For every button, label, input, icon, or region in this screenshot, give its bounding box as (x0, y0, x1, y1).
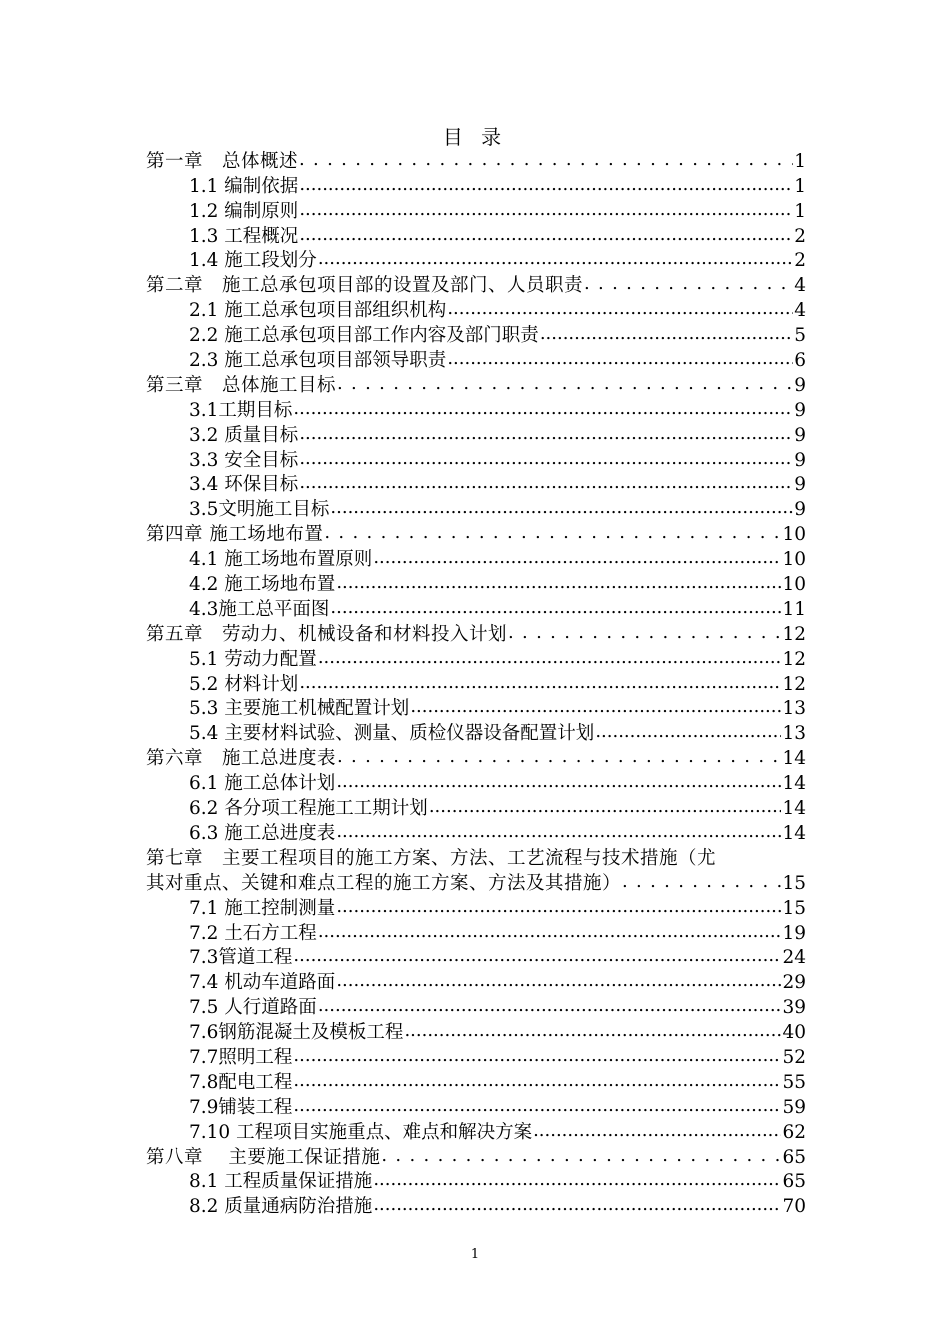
toc-dot-leader (299, 151, 793, 173)
toc-section-entry[interactable] (146, 173, 806, 198)
toc-section-entry[interactable] (146, 1044, 806, 1069)
toc-page-number: 39 (782, 997, 806, 1019)
toc-page-number: 4 (794, 300, 806, 322)
toc-section-entry[interactable] (146, 447, 806, 472)
toc-entry-label: 4.1 施工场地布置原则 (189, 549, 373, 571)
toc-entry-label: 2.2 施工总承包项目部工作内容及部门职责 (189, 325, 539, 347)
toc-section-entry[interactable] (146, 671, 806, 696)
toc-page-number: 10 (782, 574, 806, 596)
toc-entry-label: 8.1 工程质量保证措施 (189, 1171, 373, 1193)
toc-dot-leader (293, 947, 781, 969)
toc-page-number: 9 (794, 449, 806, 471)
toc-page-number: 15 (782, 872, 806, 894)
toc-entry-label: 第六章 施工总进度表 (146, 748, 337, 770)
toc-page-number: 13 (782, 723, 806, 745)
toc-section-entry[interactable] (146, 322, 806, 347)
toc-chapter-entry[interactable] (146, 621, 806, 646)
toc-entry-label: 7.6钢筋混凝土及模板工程 (189, 1022, 404, 1044)
toc-section-entry[interactable] (146, 422, 806, 447)
toc-dot-leader (429, 798, 782, 820)
toc-dot-leader (336, 773, 781, 795)
toc-page-number: 1 (794, 150, 806, 172)
toc-page-number: 14 (782, 773, 806, 795)
toc-page-number: 14 (782, 798, 806, 820)
toc-entry-label: 7.5 人行道路面 (189, 997, 317, 1019)
toc-chapter-entry[interactable] (146, 870, 806, 895)
toc-dot-leader (318, 923, 782, 945)
toc-page-number: 12 (782, 673, 806, 695)
toc-dot-leader (293, 1097, 781, 1119)
toc-chapter-entry[interactable] (146, 272, 806, 297)
toc-page-number: 13 (782, 698, 806, 720)
toc-entry-label: 7.4 机动车道路面 (189, 972, 336, 994)
toc-page-number: 19 (782, 922, 806, 944)
toc-entry-label: 4.2 施工场地布置 (189, 574, 336, 596)
toc-page-number: 15 (782, 897, 806, 919)
toc-entry-label: 1.3 工程概况 (189, 225, 299, 247)
toc-page-number: 59 (782, 1096, 806, 1118)
toc-entry-label: 1.2 编制原则 (189, 200, 299, 222)
toc-dot-leader (533, 1122, 781, 1144)
toc-entry-label: 5.2 材料计划 (189, 673, 299, 695)
toc-page-number: 12 (782, 623, 806, 645)
toc-entry-label: 1.4 施工段划分 (189, 250, 317, 272)
toc-chapter-entry[interactable] (146, 372, 806, 397)
toc-section-entry[interactable] (146, 720, 806, 745)
toc-entry-label: 第五章 劳动力、机械设备和材料投入计划 (146, 623, 508, 645)
toc-dot-leader (318, 250, 793, 272)
toc-entry-label: 5.3 主要施工机械配置计划 (189, 698, 410, 720)
page-number: 1 (470, 1247, 480, 1262)
toc-section-entry[interactable] (146, 770, 806, 795)
toc-page-number: 10 (782, 549, 806, 571)
toc-page-number: 12 (782, 648, 806, 670)
toc-page-number: 29 (782, 972, 806, 994)
toc-dot-leader (404, 1022, 781, 1044)
toc-dot-leader (299, 674, 781, 696)
toc-dot-leader (299, 474, 793, 496)
toc-section-entry[interactable] (146, 696, 806, 721)
toc-entry-label: 8.2 质量通病防治措施 (189, 1196, 373, 1218)
toc-dot-leader (373, 1171, 781, 1193)
toc-section-entry[interactable] (146, 1069, 806, 1094)
toc-section-entry[interactable] (146, 1119, 806, 1144)
toc-chapter-entry[interactable] (146, 845, 806, 870)
toc-page-number: 1 (794, 175, 806, 197)
toc-dot-leader (318, 997, 782, 1019)
toc-entry-label: 3.2 质量目标 (189, 424, 299, 446)
toc-entry-label: 7.10 工程项目实施重点、难点和解决方案 (189, 1121, 533, 1143)
toc-dot-leader (336, 898, 781, 920)
toc-dot-leader (330, 499, 793, 521)
toc-entry-label: 5.1 劳动力配置 (189, 648, 317, 670)
toc-entry-label: 6.3 施工总进度表 (189, 822, 336, 844)
toc-entry-label: 3.4 环保目标 (189, 474, 299, 496)
toc-page-number: 9 (794, 374, 806, 396)
toc-dot-leader (508, 624, 781, 646)
toc-page-number: 4 (794, 275, 806, 297)
toc-dot-leader (293, 400, 793, 422)
toc-dot-leader (324, 524, 781, 546)
toc-entry-label: 第八章 主要施工保证措施 (146, 1146, 381, 1168)
toc-page-number: 55 (782, 1071, 806, 1093)
toc-entry-label: 5.4 主要材料试验、测量、质检仪器设备配置计划 (189, 723, 595, 745)
toc-dot-leader (336, 972, 781, 994)
toc-entry-label: 6.1 施工总体计划 (189, 773, 336, 795)
toc-section-entry[interactable] (146, 223, 806, 248)
toc-entry-label: 3.3 安全目标 (189, 449, 299, 471)
toc-list (146, 148, 806, 1218)
toc-section-entry[interactable] (146, 795, 806, 820)
toc-dot-leader (373, 1196, 781, 1218)
toc-section-entry[interactable] (146, 994, 806, 1019)
toc-dot-leader (540, 325, 793, 347)
toc-section-entry[interactable] (146, 198, 806, 223)
toc-entry-label: 2.3 施工总承包项目部领导职责 (189, 350, 447, 372)
toc-page-number: 9 (794, 474, 806, 496)
toc-entry-label: 第七章 主要工程项目的施工方案、方法、工艺流程与技术措施（尤 (146, 847, 717, 869)
toc-page-number: 9 (794, 499, 806, 521)
toc-section-entry[interactable] (146, 472, 806, 497)
toc-entry-label: 6.2 各分项工程施工工期计划 (189, 798, 428, 820)
toc-section-entry[interactable] (146, 496, 806, 521)
toc-title: 目 录 (442, 125, 508, 149)
toc-page-number: 70 (782, 1196, 806, 1218)
toc-dot-leader (299, 425, 793, 447)
toc-section-entry[interactable] (146, 1193, 806, 1218)
toc-dot-leader (447, 350, 793, 372)
toc-entry-label: 第四章 施工场地布置 (146, 524, 324, 546)
toc-dot-leader (337, 375, 793, 397)
toc-dot-leader (381, 1147, 781, 1169)
toc-entry-label: 7.9铺装工程 (189, 1096, 293, 1118)
toc-page-number: 10 (782, 524, 806, 546)
toc-entry-label: 第二章 施工总承包项目部的设置及部门、人员职责 (146, 275, 584, 297)
toc-dot-leader (622, 873, 781, 895)
toc-section-entry[interactable] (146, 945, 806, 970)
toc-page-number: 65 (782, 1146, 806, 1168)
toc-page-number: 65 (782, 1171, 806, 1193)
toc-dot-leader (299, 176, 793, 198)
toc-dot-leader (299, 201, 793, 223)
toc-section-entry[interactable] (146, 969, 806, 994)
toc-dot-leader (373, 549, 781, 571)
toc-page-number: 14 (782, 748, 806, 770)
toc-entry-label: 第一章 总体概述 (146, 150, 299, 172)
toc-dot-leader (318, 649, 782, 671)
toc-page-number: 6 (794, 350, 806, 372)
toc-entry-label: 7.8配电工程 (189, 1071, 293, 1093)
toc-dot-leader (330, 599, 781, 621)
toc-entry-label: 2.1 施工总承包项目部组织机构 (189, 300, 447, 322)
toc-section-entry[interactable] (146, 596, 806, 621)
toc-chapter-entry[interactable] (146, 745, 806, 770)
toc-section-entry[interactable] (146, 920, 806, 945)
toc-section-entry[interactable] (146, 895, 806, 920)
toc-page-number: 24 (782, 947, 806, 969)
toc-dot-leader (293, 1047, 781, 1069)
toc-section-entry[interactable] (146, 546, 806, 571)
toc-dot-leader (595, 723, 781, 745)
toc-page-number: 9 (794, 399, 806, 421)
toc-dot-leader (336, 823, 781, 845)
toc-page-number: 14 (782, 822, 806, 844)
toc-page-number: 11 (782, 598, 806, 620)
toc-entry-label: 7.3管道工程 (189, 947, 293, 969)
toc-dot-leader (584, 275, 793, 297)
toc-chapter-entry[interactable] (146, 1144, 806, 1169)
toc-section-entry[interactable] (146, 571, 806, 596)
toc-section-entry[interactable] (146, 1094, 806, 1119)
toc-entry-label: 7.1 施工控制测量 (189, 897, 336, 919)
toc-section-entry[interactable] (146, 1019, 806, 1044)
toc-page-number: 2 (794, 225, 806, 247)
toc-page-number: 1 (794, 200, 806, 222)
toc-entry-label: 1.1 编制依据 (189, 175, 299, 197)
toc-dot-leader (299, 450, 793, 472)
toc-page-number: 2 (794, 250, 806, 272)
toc-page-number: 9 (794, 424, 806, 446)
toc-dot-leader (410, 698, 781, 720)
toc-page-number: 52 (782, 1046, 806, 1068)
toc-dot-leader (299, 226, 793, 248)
toc-section-entry[interactable] (146, 646, 806, 671)
toc-section-entry[interactable] (146, 347, 806, 372)
toc-dot-leader (336, 574, 781, 596)
toc-entry-label: 3.1工期目标 (189, 399, 293, 421)
toc-section-entry[interactable] (146, 248, 806, 273)
toc-dot-leader (337, 748, 781, 770)
toc-entry-label: 7.2 土石方工程 (189, 922, 317, 944)
toc-page-number: 5 (794, 325, 806, 347)
toc-section-entry[interactable] (146, 397, 806, 422)
toc-section-entry[interactable] (146, 297, 806, 322)
toc-entry-label: 第三章 总体施工目标 (146, 374, 337, 396)
toc-section-entry[interactable] (146, 1169, 806, 1194)
toc-entry-label: 3.5文明施工目标 (189, 499, 330, 521)
toc-entry-label: 其对重点、关键和难点工程的施工方案、方法及其措施） (146, 872, 622, 894)
toc-page-number: 62 (782, 1121, 806, 1143)
toc-dot-leader (293, 1072, 781, 1094)
toc-chapter-entry[interactable] (146, 521, 806, 546)
toc-entry-label: 7.7照明工程 (189, 1046, 293, 1068)
toc-section-entry[interactable] (146, 820, 806, 845)
toc-entry-label: 4.3施工总平面图 (189, 598, 330, 620)
toc-chapter-entry[interactable] (146, 148, 806, 173)
toc-dot-leader (447, 300, 793, 322)
toc-page-number: 40 (782, 1022, 806, 1044)
